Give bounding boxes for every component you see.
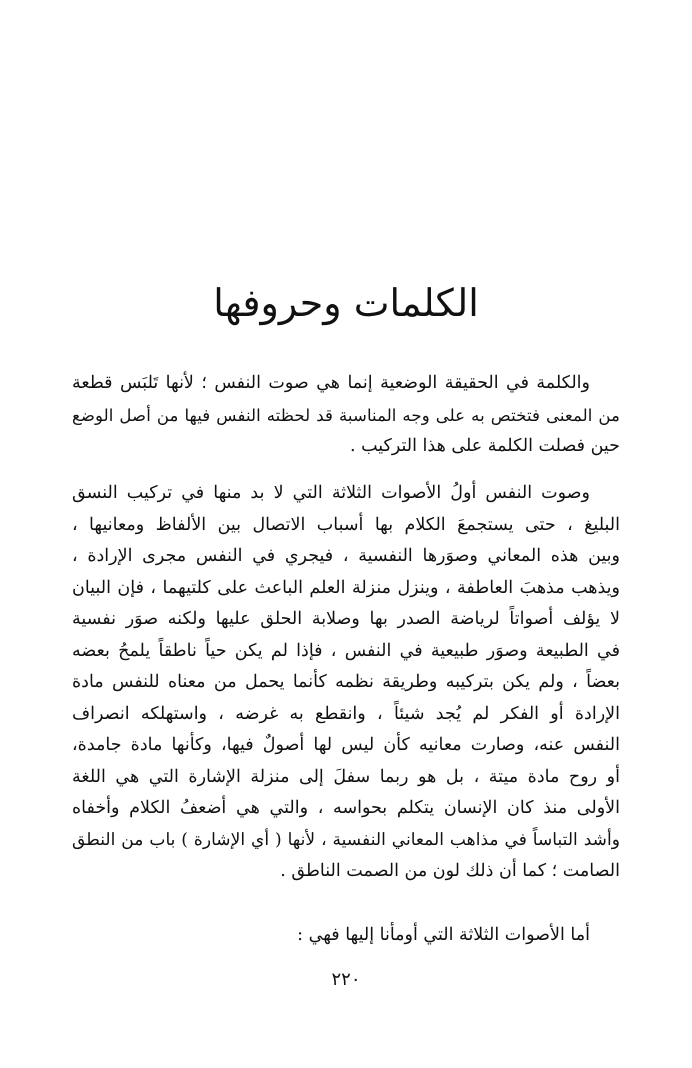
text-line: وبين هذه المعاني وصوَرها النفسية ، فيجري في النفس مجرى الإرادة ، xyxy=(72,546,620,566)
paragraph-1 xyxy=(72,368,620,463)
paragraph-2 xyxy=(72,478,620,888)
text-line: أو روح مادة ميتة ، بل هو ربما سفلَ إلى منزلة الإشارة التي هي اللغة xyxy=(72,766,620,787)
text-line: ويذهب مذهبَ العاطفة ، وينزل منزلة العلم الباعث على كلتيهما ، فإن البيان xyxy=(72,577,620,598)
text-line: حين فصلت الكلمة على هذا التركيب . xyxy=(349,436,620,456)
text-line: لا يؤلف أصواتاً لرياضة الصدر بها وصلابة الحلق عليها ولكنه صوَر نفسية xyxy=(72,609,620,629)
text-line: الصامت ؛ كما أن ذلك لون من الصمت الناطق . xyxy=(280,861,620,881)
text-line: أما الأصوات الثلاثة التي أومأنا إليها فهي : xyxy=(297,925,590,945)
text-line: الأولى منذ كان الإنسان يتكلم بحواسه ، والتي هي أضعفُ الكلام وأخفاه xyxy=(72,798,620,818)
chapter-title: الكلمات وحروفها xyxy=(213,281,479,325)
text-line: وأشد التباساً في مذاهب المعاني النفسية ، لأنها ( أي الإشارة ) باب من النطق xyxy=(72,829,620,850)
text-line: من المعنى فتختص به على وجه المناسبة قد لحظته النفس فيها من أصل الوضع xyxy=(72,404,620,425)
text-line: الإرادة أو الفكر لم يُجد شيئاً ، وانقطع به غرضه ، واستهلكه انصراف xyxy=(72,703,620,724)
text-line: والكلمة في الحقيقة الوضعية إنما هي صوت النفس ؛ لأنها تَلبَس قطعة xyxy=(72,373,590,393)
text-line: النفس عنه، وصارت معانيه كأن ليس لها أصولٌ فيها، وكأنها مادة جامدة، xyxy=(72,735,620,755)
text-line: البليغ ، حتى يستجمعَ الكلام بها أسباب الاتصال بين الألفاظ ومعانيها ، xyxy=(72,514,620,535)
page-number: ٢٢٠ xyxy=(331,969,361,990)
text-line: بعضاً ، ولم يكن بتركيبه وطريقة نظمه كأنما يحمل من معناه للنفس مادة xyxy=(72,672,620,692)
text-line: في الطبيعة وصوَر طبيعية في النفس ، فإذا لم يكن حياً ناطقاً يلمحُ بعضه xyxy=(72,640,620,661)
text-line: وصوت النفس أولُ الأصوات الثلاثة التي لا بد منها في تركيب النسق xyxy=(72,483,590,503)
paragraph-3 xyxy=(72,920,620,952)
